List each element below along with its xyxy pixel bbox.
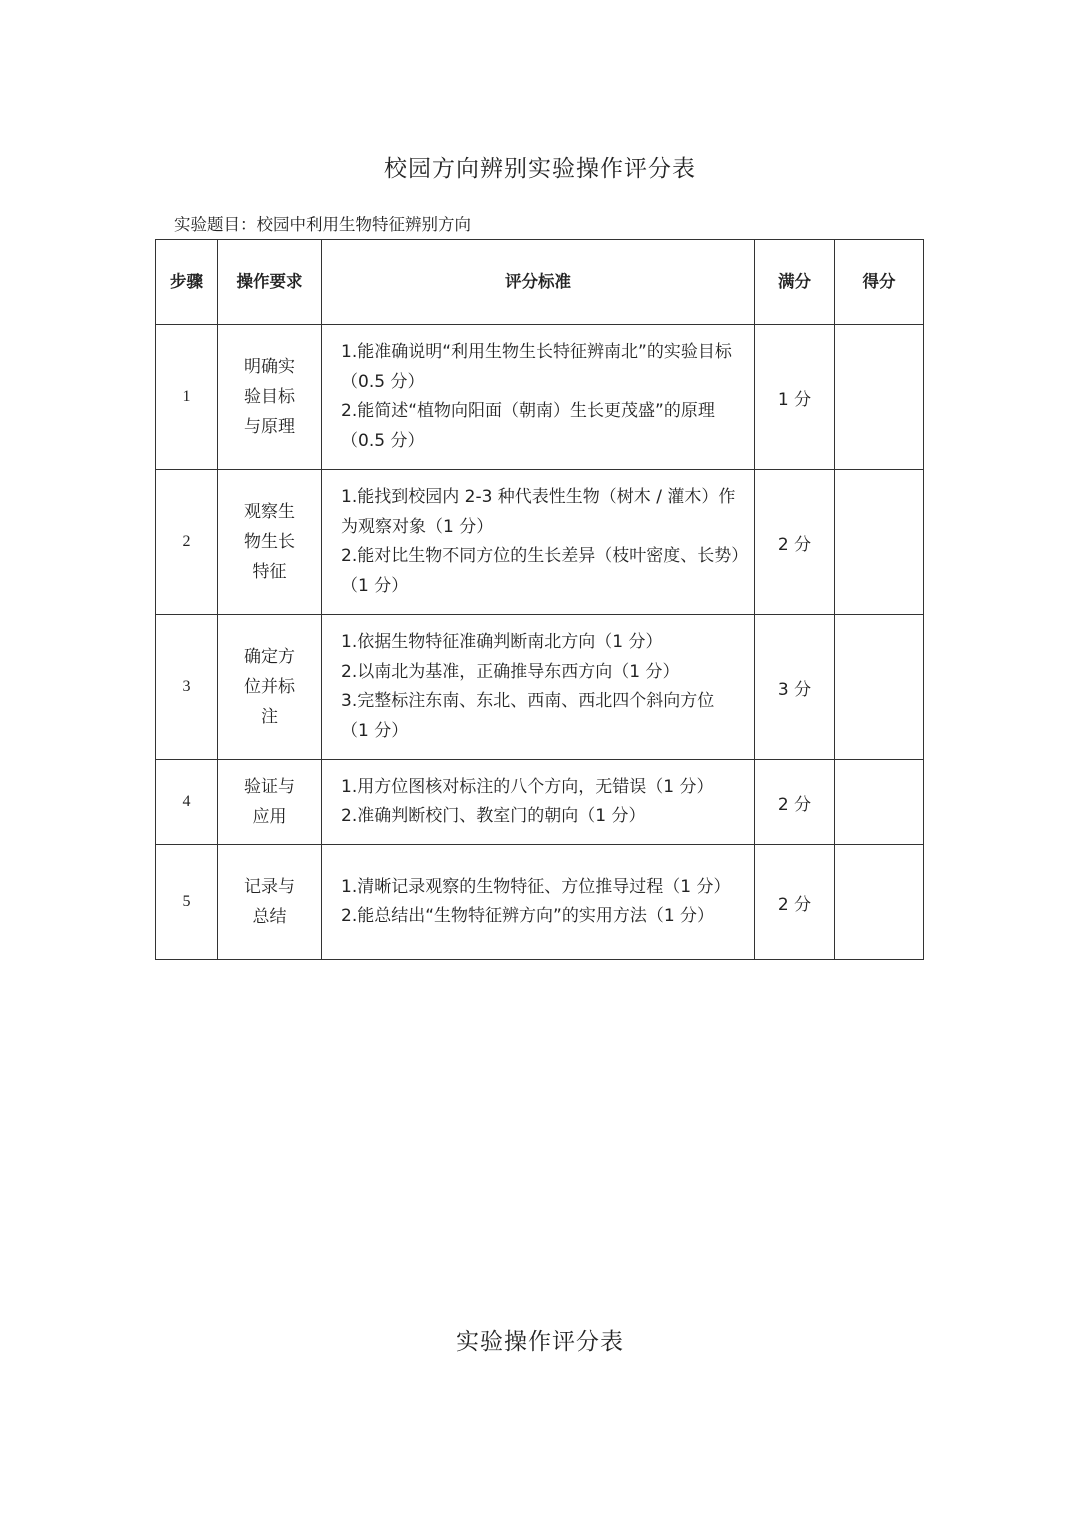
criteria-item: 2.准确判断校门、教室门的朝向（1 分） <box>341 806 646 826</box>
requirement-cell: 明确实验目标与原理 <box>218 325 322 470</box>
document-title: 校园方向辨别实验操作评分表 <box>384 156 696 182</box>
full-score-cell: 2 分 <box>755 760 835 845</box>
step-number: 2 <box>156 470 218 615</box>
criteria-cell <box>322 470 755 615</box>
header-step: 步骤 <box>156 240 218 325</box>
criteria-item: 2.能对比生物不同方位的生长差异（枝叶密度、长势）（1 分） <box>341 546 740 596</box>
score-cell[interactable] <box>835 845 924 960</box>
step-number: 5 <box>156 845 218 960</box>
full-score-cell: 1 分 <box>755 325 835 470</box>
step-number: 1 <box>156 325 218 470</box>
criteria-item: 2.能总结出“生物特征辨方向”的实用方法（1 分） <box>341 906 715 926</box>
table-row <box>156 615 924 760</box>
score-cell[interactable] <box>835 615 924 760</box>
criteria-cell <box>322 615 755 760</box>
full-score-cell: 2 分 <box>755 470 835 615</box>
score-cell[interactable] <box>835 470 924 615</box>
criteria-cell <box>322 760 755 845</box>
step-number: 3 <box>156 615 218 760</box>
scoring-table <box>155 239 924 960</box>
requirement-cell: 验证与应用 <box>218 760 322 845</box>
criteria-item: 2.能简述“植物向阳面（朝南）生长更茂盛”的原理（0.5 分） <box>341 401 715 451</box>
score-cell[interactable] <box>835 325 924 470</box>
table-header-row <box>156 240 924 325</box>
table-row <box>156 325 924 470</box>
step-number: 4 <box>156 760 218 845</box>
table-row <box>156 470 924 615</box>
requirement-cell: 记录与总结 <box>218 845 322 960</box>
score-cell[interactable] <box>835 760 924 845</box>
table-row <box>156 760 924 845</box>
criteria-item: 1.清晰记录观察的生物特征、方位推导过程（1 分） <box>341 876 731 897</box>
header-score: 得分 <box>835 240 924 325</box>
criteria-item: 1.依据生物特征准确判断南北方向（1 分） <box>341 632 663 652</box>
criteria-cell <box>322 325 755 470</box>
criteria-item: 1.用方位图核对标注的八个方向，无错误（1 分） <box>341 776 714 797</box>
criteria-item: 1.能找到校园内 2-3 种代表性生物（树木 / 灌木）作为观察对象（1 分） <box>341 487 736 537</box>
requirement-cell: 确定方位并标注 <box>218 615 322 760</box>
experiment-subject: 实验题目：校园中利用生物特征辨别方向 <box>174 215 471 234</box>
criteria-item: 2.以南北为基准，正确推导东西方向（1 分） <box>341 661 680 682</box>
criteria-item: 3.完整标注东南、东北、西南、西北四个斜向方位（1 分） <box>341 691 715 741</box>
header-criteria: 评分标准 <box>322 240 755 325</box>
header-full-score: 满分 <box>755 240 835 325</box>
criteria-cell <box>322 845 755 960</box>
table-row <box>156 845 924 960</box>
requirement-cell: 观察生物生长特征 <box>218 470 322 615</box>
criteria-item: 1.能准确说明“利用生物生长特征辨南北”的实验目标（0.5 分） <box>341 342 732 392</box>
bottom-title: 实验操作评分表 <box>456 1329 624 1355</box>
header-requirement: 操作要求 <box>218 240 322 325</box>
full-score-cell: 2 分 <box>755 845 835 960</box>
full-score-cell: 3 分 <box>755 615 835 760</box>
